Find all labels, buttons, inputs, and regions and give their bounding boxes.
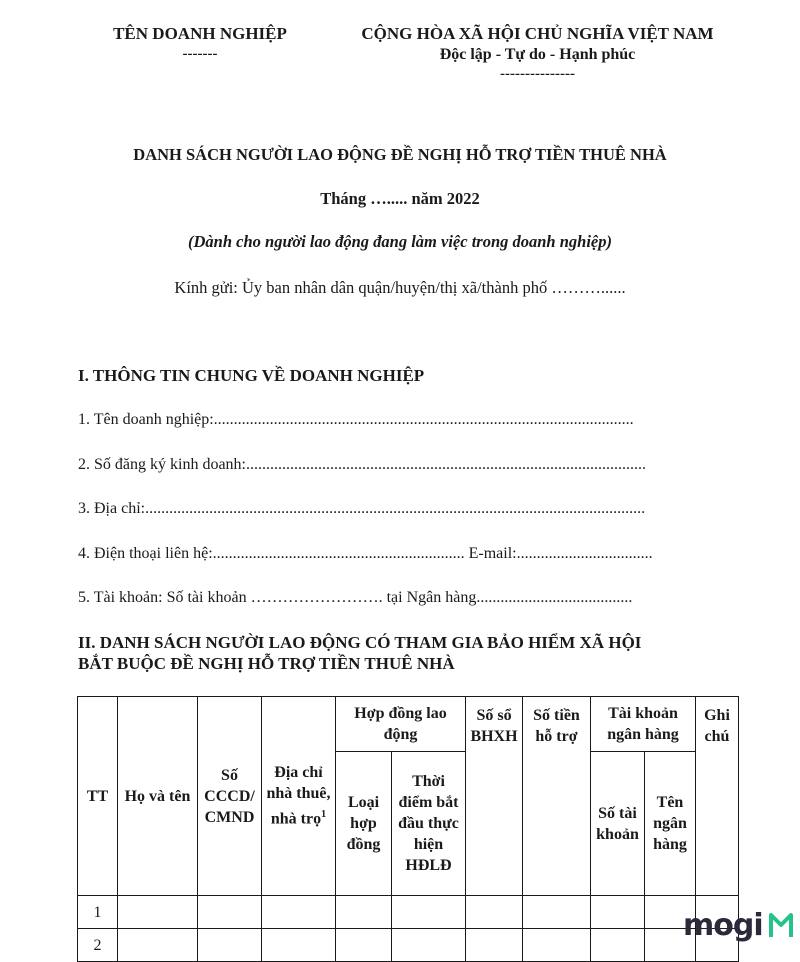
section2-heading-line1: II. DANH SÁCH NGƯỜI LAO ĐỘNG CÓ THAM GIA BẢO HIỂM XÃ HỘI: [78, 633, 642, 652]
field-company-name: 1. Tên doanh nghiệp:.........................................................................................................: [78, 411, 634, 428]
row-number: 2: [78, 929, 118, 962]
header-bank-account: Tài khoản ngân hàng: [591, 697, 696, 752]
header-social-insurance: Số sổ BHXH: [466, 697, 523, 896]
company-name: TÊN DOANH NGHIỆP: [113, 24, 287, 43]
header-note: Ghi chú: [696, 697, 739, 896]
company-underline: -------: [182, 46, 218, 62]
mogi-logo: [683, 908, 793, 948]
header-bank-name: Tên ngân hàng: [645, 752, 696, 896]
header-support-amount: Số tiền hỗ trợ: [523, 697, 591, 896]
section2-heading: [78, 632, 641, 674]
field-address: 3. Địa chỉ:.............................................................................................................................: [78, 500, 646, 517]
motto: Độc lập - Tự do - Hạnh phúc: [439, 46, 636, 63]
header-contract: Hợp đồng lao động: [336, 697, 466, 752]
header-account-number: Số tài khoản: [591, 752, 645, 896]
header-id: Số CCCD/ CMND: [198, 697, 262, 896]
section1-heading: I. THÔNG TIN CHUNG VỀ DOANH NGHIỆP: [78, 366, 425, 385]
table-header-row: [78, 697, 739, 752]
section2-heading-line2: BẮT BUỘC ĐỀ NGHỊ HỖ TRỢ TIỀN THUÊ NHÀ: [78, 654, 455, 673]
month-line: Tháng …..... năm 2022: [320, 189, 480, 208]
motto-underline: ---------------: [500, 66, 575, 82]
national-header: [330, 24, 745, 84]
header-contract-start: Thời điểm bắt đầu thực hiện HĐLĐ: [392, 752, 466, 896]
row-number: 1: [78, 896, 118, 929]
republic-title: CỘNG HÒA XÃ HỘI CHỦ NGHĨA VIỆT NAM: [361, 24, 714, 43]
company-header: [90, 24, 310, 64]
field-bank-account: 5. Tài khoản: Số tài khoản ……………………. tại Ngân hàng.......................................: [78, 589, 633, 606]
employee-table: [77, 696, 739, 962]
table-row: [78, 896, 739, 929]
header-name: Họ và tên: [118, 697, 198, 896]
mogi-m-icon: [769, 913, 793, 939]
header-tt: TT: [78, 697, 118, 896]
footnote-mark: 1: [321, 809, 327, 821]
recipient-line: Kính gửi: Ủy ban nhân dân quận/huyện/thị xã/thành phố ………......: [174, 278, 626, 297]
header-address-text: Địa chỉ nhà thuê, nhà trọ: [266, 764, 331, 828]
field-business-registration: 2. Số đăng ký kinh doanh:....................................................................................................: [78, 456, 646, 473]
field-phone-email: 4. Điện thoại liên hệ:............................................................... E-mail:..................................: [78, 545, 653, 562]
document-title: DANH SÁCH NGƯỜI LAO ĐỘNG ĐỀ NGHỊ HỖ TRỢ TIỀN THUÊ NHÀ: [133, 145, 667, 164]
table-row: [78, 929, 739, 962]
document-subtitle: (Dành cho người lao động đang làm việc trong doanh nghiệp): [188, 232, 612, 251]
header-contract-type: Loại hợp đồng: [336, 752, 392, 896]
header-address: [262, 697, 336, 896]
mogi-logo-text: mogi: [683, 908, 763, 943]
